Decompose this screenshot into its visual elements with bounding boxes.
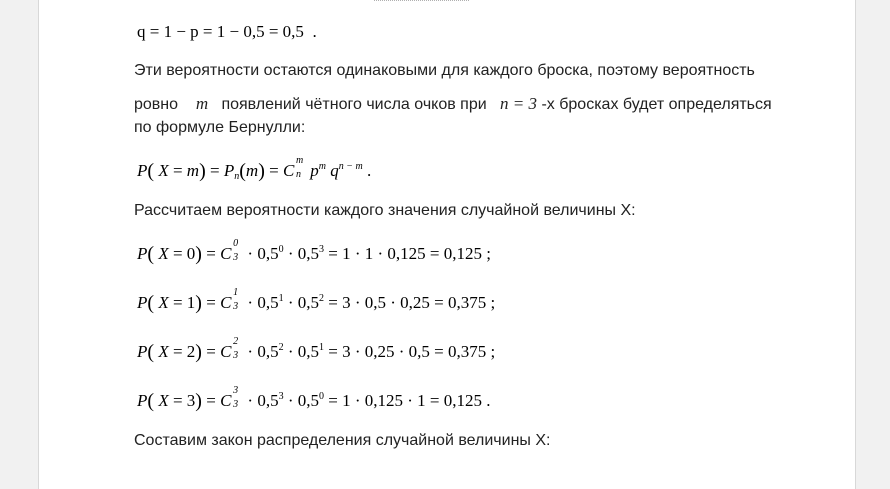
formula-q: q = 1 − p = 1 − 0,5 = 0,5 . xyxy=(137,22,317,41)
formula-p1: P( X = 1) = C 1 3 · $0,5^1 \cdot 0,5^2 = 3 \cdot 0,5 \cdot 0,25 = 0,375$ ; xyxy=(137,287,496,314)
paragraph-line: Составим закон распределения случайной величины X: xyxy=(134,432,551,449)
paragraph-line: Эти вероятности остаются одинаковыми для каждого броска, поэтому вероятность xyxy=(134,62,755,79)
formula-p0: P( X = 0) = C 0 3 · $0,5^0 \cdot 0,5^3 = 1 \cdot 1 \cdot 0,125 = 0,125$ ; xyxy=(137,238,491,265)
paragraph-line: ровно m появлений чётного числа очков при n = 3 -х бросках будет определяться xyxy=(134,94,772,113)
paragraph-line: по формуле Бернулли: xyxy=(134,119,306,136)
divider xyxy=(374,0,469,1)
formula-bernoulli: P( $X = m) = P_n(m) = C$ m n $p^m$ $q^{n - m}$ . xyxy=(137,155,372,182)
paragraph-line: Рассчитаем вероятности каждого значения случайной величины X: xyxy=(134,202,636,219)
formula-p3: P( X = 3) = C 3 3 · $0,5^3 \cdot 0,5^0 = 1 \cdot 0,125 \cdot 1 = 0,125$ . xyxy=(137,385,491,412)
formula-p2: P( X = 2) = C 2 3 · $0,5^2 \cdot 0,5^1 = 3 \cdot 0,25 \cdot 0,5 = 0,375$ ; xyxy=(137,336,496,363)
document-page xyxy=(38,0,856,489)
